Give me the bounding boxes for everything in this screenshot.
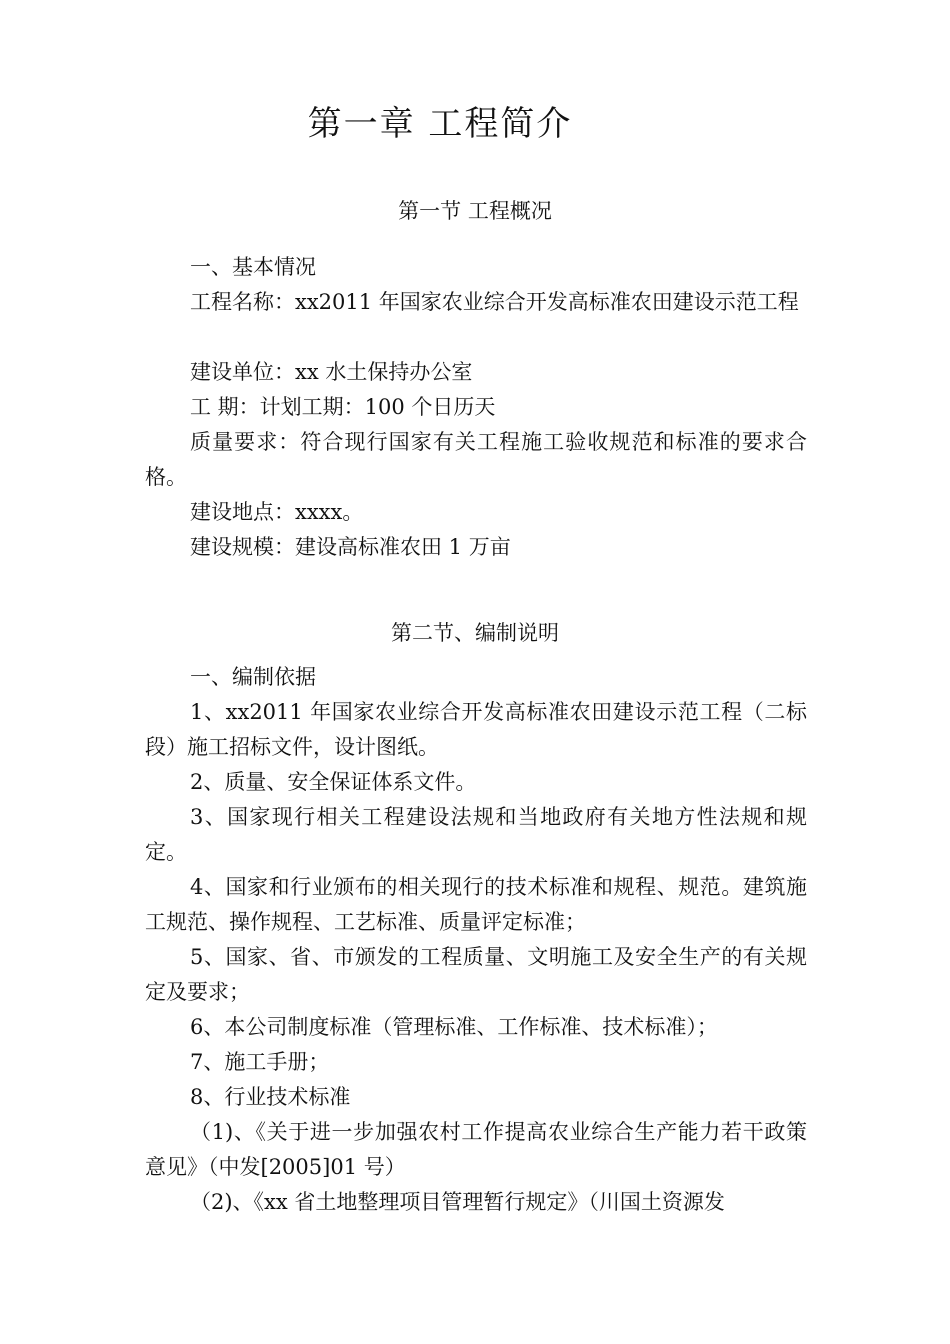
paragraph-construction-period: 工 期：计划工期：100 个日历天 xyxy=(190,395,496,419)
list-item-basis-4: 4、国家和行业颁布的相关现行的技术标准和规程、规范。建筑施工规范、操作规程、工艺标准、质量评定标准； xyxy=(145,875,807,934)
list-item-basis-5: 5、国家、省、市颁发的工程质量、文明施工及安全生产的有关规定及要求； xyxy=(145,945,807,1004)
paragraph-construction-unit: 建设单位：xx 水土保持办公室 xyxy=(190,360,473,384)
list-item-policy-2: （2)、《xx 省土地整理项目管理暂行规定》（川国土资源发 xyxy=(190,1190,725,1214)
list-item-policy-1: （1)、《关于进一步加强农村工作提高农业综合生产能力若干政策意见》（中发[2005]01 号） xyxy=(145,1120,807,1179)
heading-compilation-basis: 一、编制依据 xyxy=(190,665,316,689)
list-item-basis-7: 7、施工手册； xyxy=(190,1050,330,1074)
list-item-basis-3: 3、国家现行相关工程建设法规和当地政府有关地方性法规和规定。 xyxy=(145,805,807,864)
heading-basic-info: 一、基本情况 xyxy=(190,255,316,279)
section-title-overview: 第一节 工程概况 xyxy=(398,199,552,223)
list-item-basis-1: 1、xx2011 年国家农业综合开发高标准农田建设示范工程（二标段）施工招标文件，设计图纸。 xyxy=(145,700,807,759)
list-item-basis-6: 6、本公司制度标准（管理标准、工作标准、技术标准）； xyxy=(190,1015,718,1039)
list-item-basis-2: 2、质量、安全保证体系文件。 xyxy=(190,770,477,794)
paragraph-quality-requirement: 质量要求：符合现行国家有关工程施工验收规范和标准的要求合格。 xyxy=(145,430,807,489)
section-title-compilation: 第二节、编制说明 xyxy=(391,621,559,645)
paragraph-construction-site: 建设地点：xxxx。 xyxy=(190,500,364,524)
paragraph-construction-scale: 建设规模：建设高标准农田 1 万亩 xyxy=(190,535,511,559)
paragraph-project-name: 工程名称：xx2011 年国家农业综合开发高标准农田建设示范工程 xyxy=(190,290,799,314)
chapter-title: 第一章 工程简介 xyxy=(307,104,573,144)
list-item-basis-8: 8、行业技术标准 xyxy=(190,1085,351,1109)
